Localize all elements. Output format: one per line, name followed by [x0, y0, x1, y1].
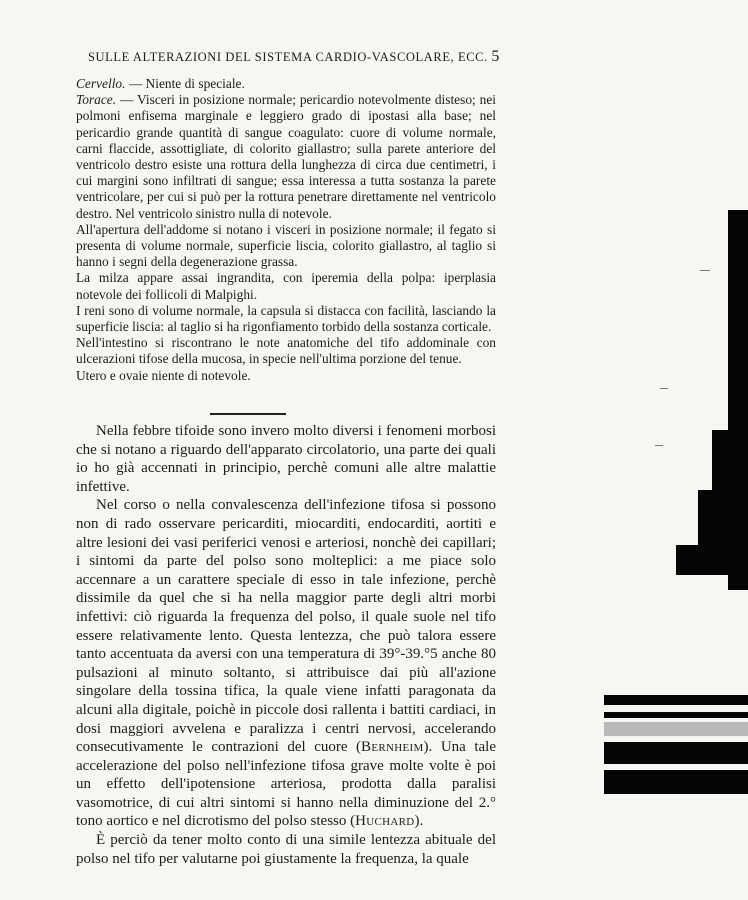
autopsy-paragraph: Torace. — Visceri in posizione normale; pericardio notevolmente disteso; nei polmoni enfisema marginale e leggiero grado di ipostasi alla base; nel pericardio grande quantità di sangue coagulato: cuore di volume normale, carni flaccide, assottigliate, di colorito giallastro; sulla parete anteriore del ventricolo destro esiste una rottura della lunghezza di circa due centimetri, i cui margini sono infiltrati di sangue; essa interessa a tutta sostanza la parete ventricolare, per cui si può per la rottura penetrare direttamente nel ventricolo destro. Nel ventricolo sinistro nulla di notevole.	[76, 92, 496, 221]
page-number: 5	[491, 48, 500, 65]
running-title: SULLE ALTERAZIONI DEL SISTEMA CARDIO-VASCOLARE, ECC.	[88, 50, 488, 64]
section-divider	[210, 413, 286, 415]
scan-artifact	[604, 695, 748, 705]
autopsy-paragraph: All'apertura dell'addome si notano i visceri in posizione normale; il fegato si presenta di volume normale, superficie liscia, colorito giallastro, al taglio si hanno i segni della degenerazione grassa.	[76, 221, 496, 270]
scan-artifact	[604, 770, 748, 794]
scan-artifact	[712, 430, 748, 490]
body-paragraph: È perciò da tener molto conto di una simile lentezza abituale del polso nel tifo per valutarne poi giustamente la frequenza, la quale	[76, 832, 496, 867]
margin-mark	[700, 270, 710, 271]
section-label: Cervello.	[76, 76, 126, 91]
margin-mark	[655, 445, 663, 446]
autopsy-paragraph: Cervello. — Niente di speciale.	[76, 76, 245, 91]
autopsy-report	[76, 76, 496, 384]
body-paragraph: Nel corso o nella convalescenza dell'infezione tifosa si possono non di rado osservare pericarditi, miocarditi, endocarditi, aortiti e altre lesioni dei vasi periferici venosi e arteriosi, nonchè dei capillari; i sintomi da parte del polso sono molteplici: a me piace solo accennare a un carattere speciale di esso in tale infezione, perchè dissimile da quel che si ha nella maggior parte degli altri morbi infettivi: ciò riguarda la frequenza del polso, il quale suole nel tifo essere relativamente lento. Questa lentezza, che può talora essere tanto accentuata da aversi con una temperatura di 39°-39.°5 anche 80 pulsazioni al minuto soltanto, si attribuisce dai più all'azione singolare della tossina tifica, la quale viene infatti paragonata da alcuni alla digitale, poichè in piccole dosi rallenta i battiti cardiaci, in dosi maggiori avvelena e paralizza i centri nervosi, accelerando consecutivamente le contrazioni del cuore (Bernheim). Una tale accelerazione del polso nell'infezione tifosa grave molte volte è poi un effetto dell'ipotensione arteriosa, prodotta dalla paralisi vasomotrice, di cui altri sintomi si hanno nella diminuzione del 2.° tono aortico e nel dicrotismo del polso stesso (Huchard).	[76, 497, 496, 830]
running-header	[88, 50, 500, 65]
section-label: Torace.	[76, 92, 117, 108]
autopsy-paragraph: Utero e ovaie niente di notevole.	[76, 367, 251, 383]
margin-mark	[660, 388, 668, 389]
autopsy-paragraph: La milza appare assai ingrandita, con iperemia della polpa: iperplasia notevole dei follicoli di Malpighi.	[76, 270, 496, 302]
autopsy-paragraph: Nell'intestino si riscontrano le note anatomiche del tifo addominale con ulcerazioni tifose della mucosa, in specie nell'ultima porzione del tenue.	[76, 335, 496, 367]
scan-artifact	[604, 742, 748, 764]
author-citation: Huchard	[355, 813, 415, 830]
scan-artifact	[676, 545, 748, 575]
autopsy-paragraph: I reni sono di volume normale, la capsula si distacca con facilità, lasciando la superficie liscia: al taglio si ha rigonfiamento torbido della sostanza corticale.	[76, 302, 496, 335]
scan-artifact	[604, 712, 748, 718]
main-text	[76, 422, 496, 868]
scan-artifact	[604, 722, 748, 736]
author-citation: Bernheim	[361, 739, 424, 756]
body-paragraph: Nella febbre tifoide sono invero molto diversi i fenomeni morbosi che si notano a riguardo dell'apparato circolatorio, una parte dei quali io ho già accennati in principio, perchè comuni alle altre malattie infettive.	[76, 423, 496, 495]
